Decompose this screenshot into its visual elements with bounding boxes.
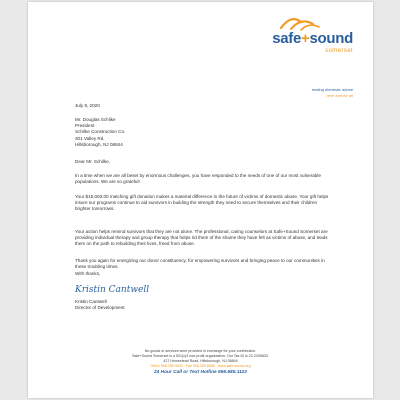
paragraph-2: Your $15,000.00 matching gift donation makes a material difference in the future of victims of domestic abuse. Your gift helps insure our programs continue to aid survivors in building the strength they need to secure themselves and their children brighter tomorrows. [75, 194, 329, 212]
footer-address: 427 Homestead Road, Hillsborough, NJ 08844 [163, 359, 238, 363]
paragraph-4: Thank you again for energizing our donor constituency, for empowering survivors and bringing peace to our communities in these troubling times. [75, 258, 325, 270]
signatory-title: Director of Development [75, 305, 125, 310]
footer-disclaimer: No goods or services were provided in exchange for your contribution. [144, 349, 257, 353]
footer-tax-id: Safe+Sound Somerset is a 501(c)3 non-profit organization. Our Tax ID is 22-2205833. [132, 354, 269, 358]
address-line: Hillsborough, NJ 08844 [75, 141, 123, 147]
address-line: Mr. Douglas Schlike [75, 117, 116, 122]
address-line: 301 Valley Rd. [75, 135, 105, 141]
tagline [312, 87, 353, 99]
letter-page [28, 2, 373, 398]
closing: With thanks, [75, 271, 101, 276]
address-line: President [75, 123, 95, 129]
paragraph-1: In a time when we are all beset by enormous challenges, you have responded to the needs of one of our most vulnerable populations. We are so grateful! [75, 173, 321, 185]
recipient-address [75, 117, 329, 148]
logo-subtitle: somerset [325, 48, 353, 54]
paragraph-3: Your action helps remind survivors that they are not alone. The professional, caring counselors at Safe+Sound Somerset are providing individual therapy and group therapy that helps rid them of the shame they have felt as victims of abuse, and leads them on the path to rebuilding their lives, freed from abuse. [75, 229, 328, 247]
tagline-line-1: ending domestic abuse [311, 87, 353, 92]
footer-hotline: 24 Hour Call or Text Hotline 866.685.1122 [153, 370, 248, 375]
footer-contact: Office 908.359.0003 · Fax 908.359.8885 · www.safe-sound.org [150, 364, 251, 368]
signatory-name: Kristin Cantwell [75, 299, 107, 304]
signatory-block [75, 299, 329, 311]
letter-date: July 8, 2020 [75, 103, 100, 108]
tagline-line-2: here and for all [326, 93, 353, 98]
address-line: Schilke Construction Co. [75, 129, 126, 135]
safe-sound-logo [243, 14, 353, 66]
logo-wordmark: safe+sound [272, 30, 353, 47]
handwritten-signature: Kristin Cantwell [75, 285, 150, 295]
salutation: Dear Mr. Schilke, [75, 159, 110, 164]
letter-footer [28, 349, 373, 375]
